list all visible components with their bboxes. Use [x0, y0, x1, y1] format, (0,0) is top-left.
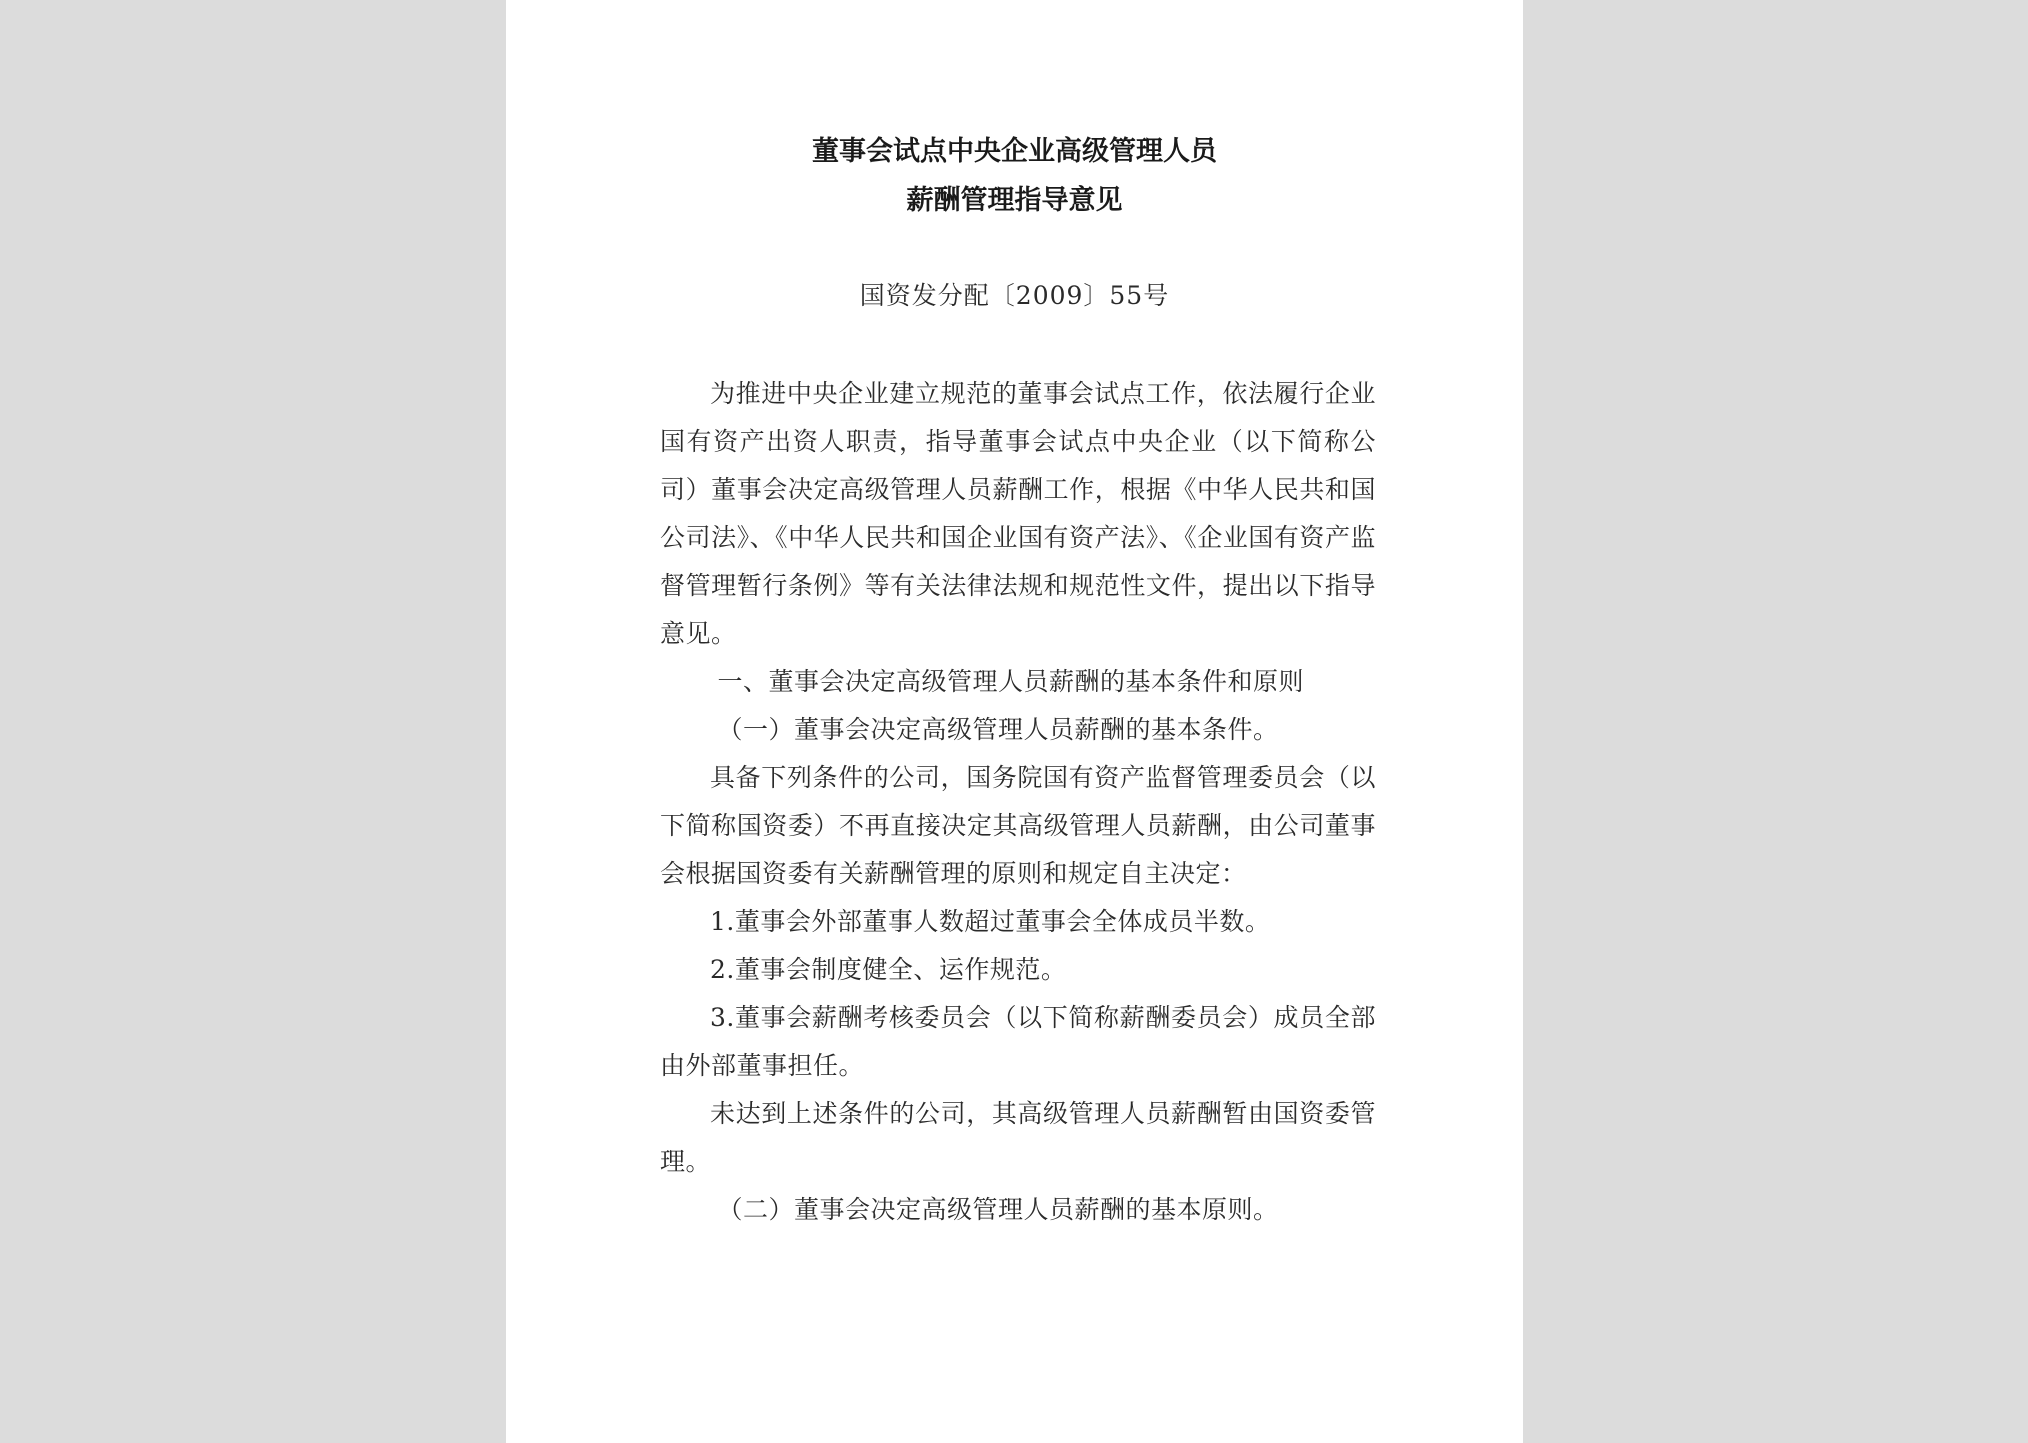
subsection-heading-1: （一）董事会决定高级管理人员薪酬的基本条件。 — [717, 715, 1279, 744]
document-title-line-1: 董事会试点中央企业高级管理人员 — [812, 136, 1217, 167]
document-page — [506, 0, 1523, 1443]
document-body — [660, 370, 1376, 1234]
list-item-2: 2.董事会制度健全、运作规范。 — [710, 955, 1067, 984]
list-item-1: 1.董事会外部董事人数超过董事会全体成员半数。 — [710, 907, 1271, 936]
document-title-line-2: 薪酬管理指导意见 — [906, 185, 1123, 216]
list-item-3: 3.董事会薪酬考核委员会（以下简称薪酬委员会）成员全部由外部董事担任。 — [660, 1003, 1376, 1080]
paragraph-unqualified: 未达到上述条件的公司，其高级管理人员薪酬暂由国资委管理。 — [660, 1099, 1376, 1176]
paragraph-preamble: 为推进中央企业建立规范的董事会试点工作，依法履行企业国有资产出资人职责，指导董事会试点中央企业（以下简称公司）董事会决定高级管理人员薪酬工作，根据《中华人民共和国公司法》、《中华人民共和国企业国有资产法》、《企业国有资产监督管理暂行条例》等有关法律法规和规范性文件，提出以下指导意见。 — [660, 379, 1376, 648]
paragraph-conditions: 具备下列条件的公司，国务院国有资产监督管理委员会（以下简称国资委）不再直接决定其高级管理人员薪酬，由公司董事会根据国资委有关薪酬管理的原则和规定自主决定： — [660, 763, 1376, 888]
subsection-heading-2: （二）董事会决定高级管理人员薪酬的基本原则。 — [717, 1195, 1279, 1224]
section-heading-1: 一、董事会决定高级管理人员薪酬的基本条件和原则 — [717, 667, 1305, 696]
document-number: 国资发分配〔2009〕55号 — [859, 281, 1170, 310]
